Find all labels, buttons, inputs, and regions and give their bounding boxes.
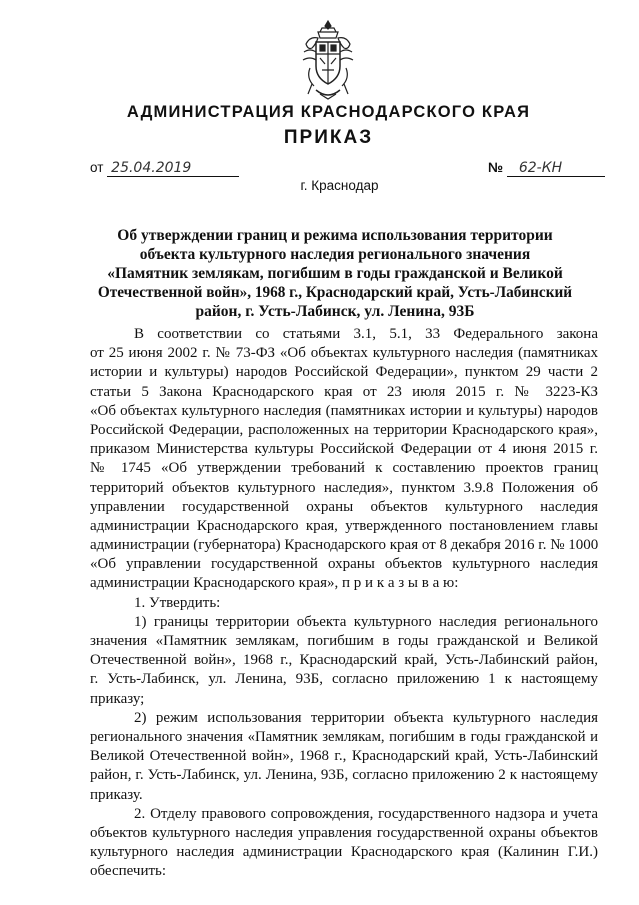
agency-name: АДМИНИСТРАЦИЯ КРАСНОДАРСКОГО КРАЯ bbox=[126, 103, 531, 121]
body-line: Российской Федерации, расположенных на территории Краснодарского края», bbox=[90, 421, 598, 438]
date-underline bbox=[107, 160, 239, 177]
number-sign: № bbox=[488, 160, 504, 175]
body-line: объектов культурного наследия управления государственной охраны объектов bbox=[90, 824, 598, 841]
date-field bbox=[90, 160, 239, 177]
body-line: приказом Министерства культуры Российской Федерации от 4 июня 2015 г. bbox=[90, 441, 598, 458]
body-line: Великой Отечественной войн», 1968 г., Краснодарский край, Усть-Лабинский bbox=[90, 748, 598, 765]
body-line: территорий объектов культурного наследия», пунктом 3.9.8 Положения об bbox=[90, 479, 598, 496]
title-line: объекта культурного наследия регионального значения bbox=[139, 246, 531, 263]
body-line: 1. Утвердить: bbox=[134, 594, 221, 611]
body-line: администрации Краснодарского края», п р и к а з ы в а ю: bbox=[90, 575, 459, 592]
handwritten-date: 25.04.2019 bbox=[111, 160, 192, 176]
document-type-heading: ПРИКАЗ bbox=[283, 127, 374, 148]
body-line: истории и культуры) народов Российской Федерации», пунктом 29 части 2 bbox=[90, 364, 598, 381]
title-line: Об утверждении границ и режима использования территории bbox=[117, 227, 553, 244]
handwritten-number: 62-КН bbox=[518, 160, 563, 176]
body-line: 2. Отделу правового сопровождения, государственного надзора и учета bbox=[134, 805, 598, 822]
title-line: «Памятник землякам, погибшим в годы гражданской и Великой bbox=[107, 265, 563, 282]
body-line: регионального значения «Памятник землякам, погибшим в годы гражданской и bbox=[90, 728, 598, 745]
body-line: г. Усть-Лабинск, ул. Ленина, 93Б, согласно приложению 1 к настоящему bbox=[90, 671, 598, 688]
body-line: управлении государственной охраны объектов культурного наследия bbox=[90, 498, 598, 515]
body-line: 2) режим использования территории объекта культурного наследия bbox=[134, 709, 598, 726]
body-line: обеспечить: bbox=[90, 863, 167, 880]
body-line: В соответствии со статьями 3.1, 5.1, 33 Федерального закона bbox=[134, 326, 598, 342]
title-line: Отечественной войн», 1968 г., Краснодарский край, Усть-Лабинский bbox=[97, 284, 573, 301]
body-line: приказу; bbox=[90, 690, 145, 707]
order-body-text bbox=[90, 325, 598, 881]
body-line: от 25 июня 2002 г. № 73-ФЗ «Об объектах культурного наследия (памятниках bbox=[90, 345, 598, 362]
body-line: 1) границы территории объекта культурного наследия регионального bbox=[134, 613, 598, 630]
body-line: «Об объектах культурного наследия (памятниках истории и культуры) народов bbox=[90, 402, 598, 419]
body-line: № 1745 «Об утверждении требований к составлению проектов границ bbox=[90, 460, 598, 477]
order-title bbox=[96, 226, 574, 321]
date-prefix: от bbox=[90, 160, 104, 175]
body-line: «Об управлении государственной охраны объектов культурного наследия bbox=[90, 556, 598, 573]
body-line: Отечественной войн», 1968 г., Краснодарский край, Усть-Лабинский район, bbox=[90, 652, 598, 669]
body-line: культурного наследия администрации Краснодарского края (Калинин Г.И.) bbox=[90, 844, 598, 861]
body-line: район, г. Усть-Лабинск, ул. Ленина, 93Б, согласно приложению 2 к настоящему bbox=[90, 767, 598, 784]
body-line: приказу. bbox=[90, 786, 143, 803]
order-number-field bbox=[488, 160, 605, 177]
number-underline bbox=[507, 160, 605, 177]
body-line: статьи 5 Закона Краснодарского края от 23 июля 2015 г. № 3223-КЗ bbox=[90, 383, 598, 400]
coat-of-arms-icon bbox=[300, 18, 356, 102]
title-line: район, г. Усть-Лабинск, ул. Ленина, 93Б bbox=[195, 303, 475, 320]
body-line: администрации (губернатора) Краснодарского края от 8 декабря 2016 г. № 1000 bbox=[90, 537, 599, 554]
city-name: г. Краснодар bbox=[300, 178, 379, 193]
body-line: значения «Памятник землякам, погибшим в годы гражданской и Великой bbox=[90, 633, 598, 649]
body-line: администрации Краснодарского края, утвержденного постановлением главы bbox=[90, 517, 598, 534]
